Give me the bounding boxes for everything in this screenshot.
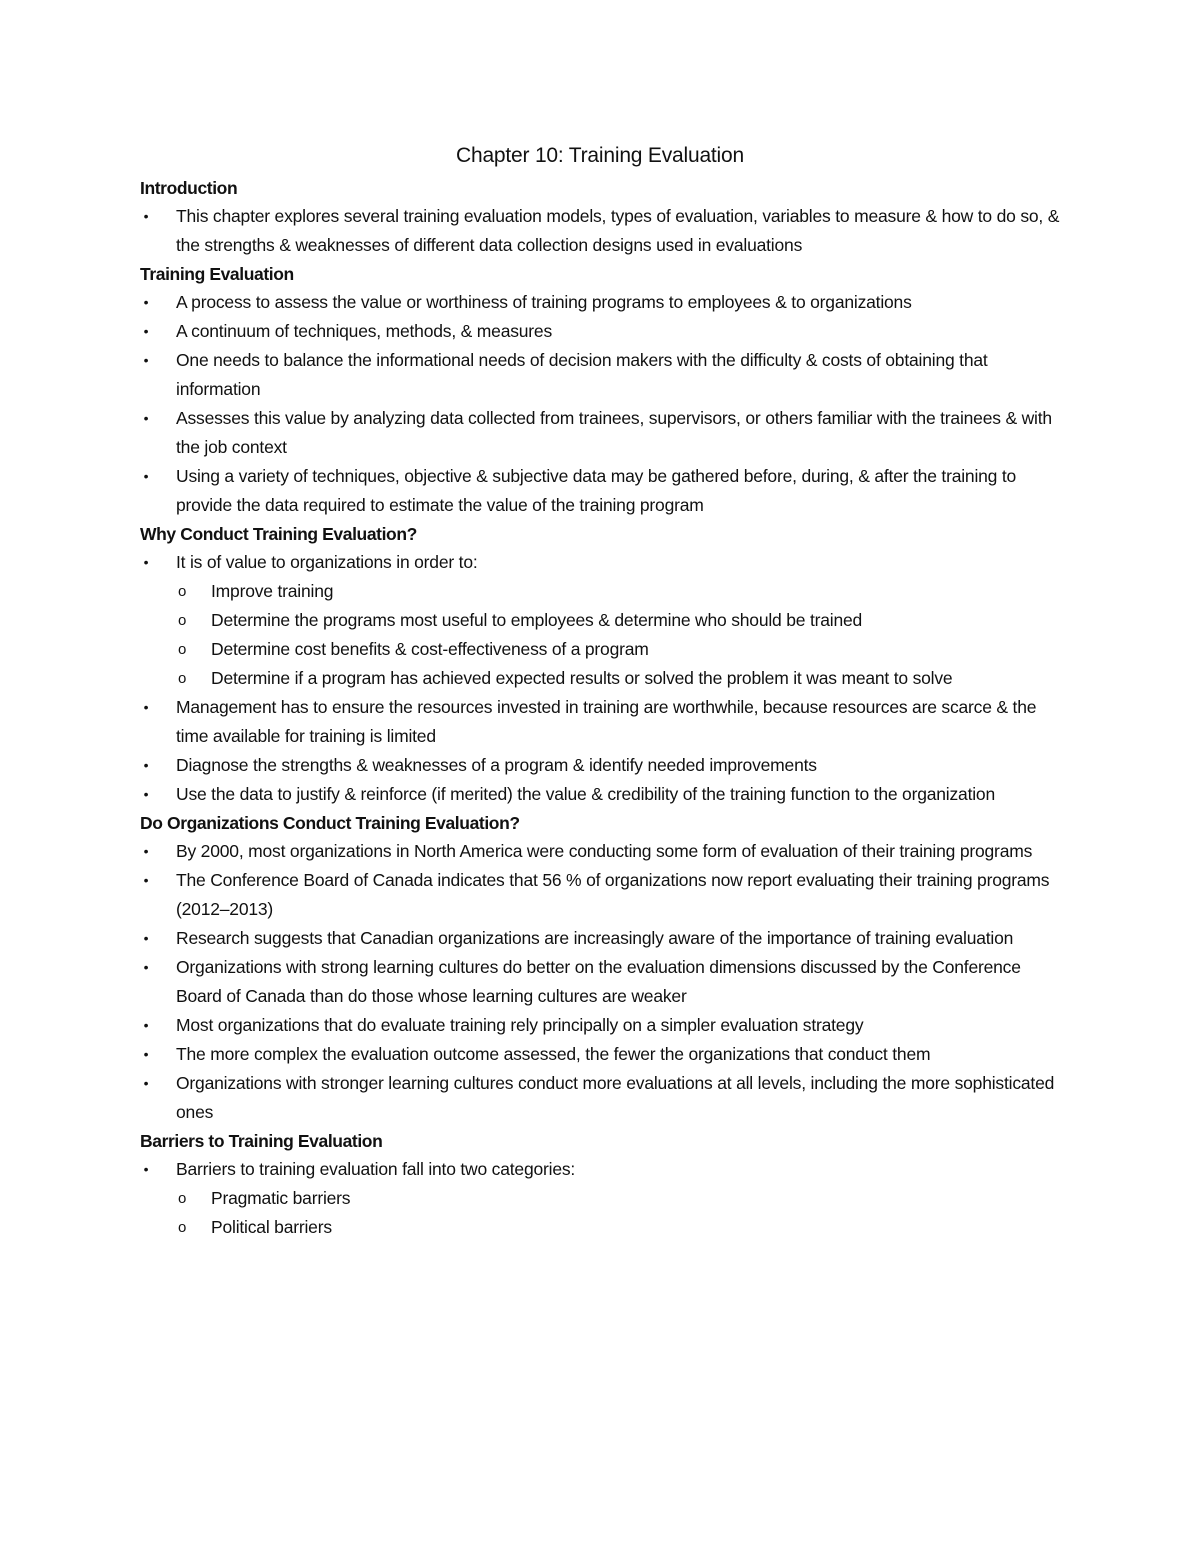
sub-list-item bbox=[140, 664, 1060, 693]
list-item-text: Use the data to justify & reinforce (if merited) the value & credibility of the training function to the organization bbox=[176, 784, 995, 804]
list-item bbox=[140, 346, 1060, 404]
list-item-text: Organizations with strong learning cultures do better on the evaluation dimensions discussed by the Conference Board of Canada than do those whose learning cultures are weaker bbox=[176, 957, 1021, 1006]
list-item bbox=[140, 1069, 1060, 1127]
list-item-text: Organizations with stronger learning cultures conduct more evaluations at all levels, including the more sophisticated ones bbox=[176, 1073, 1055, 1122]
bullet-icon: • bbox=[143, 1075, 149, 1091]
list-item bbox=[140, 548, 1060, 693]
bullet-list bbox=[140, 202, 1060, 260]
list-item-text: Barriers to training evaluation fall into two categories: bbox=[176, 1159, 576, 1179]
sections-container bbox=[140, 174, 1060, 1242]
bullet-list bbox=[140, 288, 1060, 520]
circle-bullet-icon: o bbox=[178, 1190, 187, 1207]
bullet-icon: • bbox=[143, 208, 149, 224]
list-item bbox=[140, 202, 1060, 260]
list-item bbox=[140, 953, 1060, 1011]
bullet-icon: • bbox=[143, 959, 149, 975]
bullet-icon: • bbox=[143, 757, 149, 773]
sub-list-item-text: Determine the programs most useful to employees & determine who should be trained bbox=[211, 610, 863, 630]
sub-list-item-text: Political barriers bbox=[211, 1217, 332, 1237]
list-item bbox=[140, 693, 1060, 751]
section-heading: Do Organizations Conduct Training Evaluation? bbox=[140, 813, 520, 833]
list-item bbox=[140, 751, 1060, 780]
list-item bbox=[140, 837, 1060, 866]
sub-list-item-text: Pragmatic barriers bbox=[211, 1188, 351, 1208]
bullet-icon: • bbox=[143, 1017, 149, 1033]
sub-list-item bbox=[140, 606, 1060, 635]
page-title: Chapter 10: Training Evaluation bbox=[456, 144, 744, 167]
bullet-icon: • bbox=[143, 323, 149, 339]
sub-list-item-text: Determine cost benefits & cost-effectiveness of a program bbox=[211, 639, 649, 659]
list-item-text: This chapter explores several training evaluation models, types of evaluation, variables to measure & how to do so, & the strengths & weaknesses of different data collection designs used in evaluations bbox=[176, 206, 1060, 255]
sub-list-item bbox=[140, 577, 1060, 606]
list-item bbox=[140, 288, 1060, 317]
section-heading: Training Evaluation bbox=[140, 264, 294, 284]
list-item-text: By 2000, most organizations in North America were conducting some form of evaluation of their training programs bbox=[176, 841, 1033, 861]
bullet-icon: • bbox=[143, 843, 149, 859]
circle-bullet-icon: o bbox=[178, 670, 187, 687]
circle-bullet-icon: o bbox=[178, 641, 187, 658]
bullet-icon: • bbox=[143, 352, 149, 368]
section-heading: Why Conduct Training Evaluation? bbox=[140, 524, 417, 544]
sub-list-item-text: Improve training bbox=[211, 581, 334, 601]
bullet-icon: • bbox=[143, 872, 149, 888]
list-item bbox=[140, 404, 1060, 462]
sub-list-item-text: Determine if a program has achieved expected results or solved the problem it was meant to solve bbox=[211, 668, 953, 688]
bullet-icon: • bbox=[143, 1046, 149, 1062]
list-item bbox=[140, 317, 1060, 346]
list-item-text: A continuum of techniques, methods, & measures bbox=[176, 321, 553, 341]
bullet-icon: • bbox=[143, 410, 149, 426]
list-item-text: It is of value to organizations in order to: bbox=[176, 552, 478, 572]
list-item bbox=[140, 462, 1060, 520]
circle-bullet-icon: o bbox=[178, 1219, 187, 1236]
list-item-text: Management has to ensure the resources invested in training are worthwhile, because resources are scarce & the time available for training is limited bbox=[176, 697, 1037, 746]
sub-bullet-list bbox=[176, 1184, 1060, 1242]
bullet-icon: • bbox=[143, 699, 149, 715]
bullet-list bbox=[140, 837, 1060, 1127]
list-item bbox=[140, 1155, 1060, 1242]
bullet-icon: • bbox=[143, 294, 149, 310]
sub-list-item bbox=[140, 1213, 1060, 1242]
bullet-icon: • bbox=[143, 1161, 149, 1177]
list-item-text: One needs to balance the informational needs of decision makers with the difficulty & costs of obtaining that information bbox=[176, 350, 988, 399]
bullet-list bbox=[140, 1155, 1060, 1242]
list-item bbox=[140, 924, 1060, 953]
section-heading: Barriers to Training Evaluation bbox=[140, 1131, 383, 1151]
list-item bbox=[140, 866, 1060, 924]
list-item-text: Research suggests that Canadian organizations are increasingly aware of the importance of training evaluation bbox=[176, 928, 1014, 948]
document-content bbox=[140, 140, 1060, 1242]
bullet-icon: • bbox=[143, 468, 149, 484]
list-item-text: Most organizations that do evaluate training rely principally on a simpler evaluation strategy bbox=[176, 1015, 864, 1035]
sub-list-item bbox=[140, 635, 1060, 664]
circle-bullet-icon: o bbox=[178, 612, 187, 629]
sub-list-item bbox=[140, 1184, 1060, 1213]
bullet-icon: • bbox=[143, 786, 149, 802]
sub-bullet-list bbox=[176, 577, 1060, 693]
section-heading: Introduction bbox=[140, 178, 238, 198]
bullet-icon: • bbox=[143, 554, 149, 570]
list-item-text: A process to assess the value or worthiness of training programs to employees & to organizations bbox=[176, 292, 912, 312]
list-item bbox=[140, 1011, 1060, 1040]
bullet-icon: • bbox=[143, 930, 149, 946]
list-item-text: Assesses this value by analyzing data collected from trainees, supervisors, or others familiar with the trainees & with the job context bbox=[176, 408, 1052, 457]
list-item-text: The more complex the evaluation outcome assessed, the fewer the organizations that conduct them bbox=[176, 1044, 931, 1064]
list-item-text: The Conference Board of Canada indicates that 56 % of organizations now report evaluating their training programs (2012–2013) bbox=[176, 870, 1050, 919]
bullet-list bbox=[140, 548, 1060, 809]
list-item bbox=[140, 1040, 1060, 1069]
list-item-text: Diagnose the strengths & weaknesses of a program & identify needed improvements bbox=[176, 755, 817, 775]
list-item bbox=[140, 780, 1060, 809]
circle-bullet-icon: o bbox=[178, 583, 187, 600]
list-item-text: Using a variety of techniques, objective & subjective data may be gathered before, during, & after the training to provide the data required to estimate the value of the training program bbox=[176, 466, 1017, 515]
